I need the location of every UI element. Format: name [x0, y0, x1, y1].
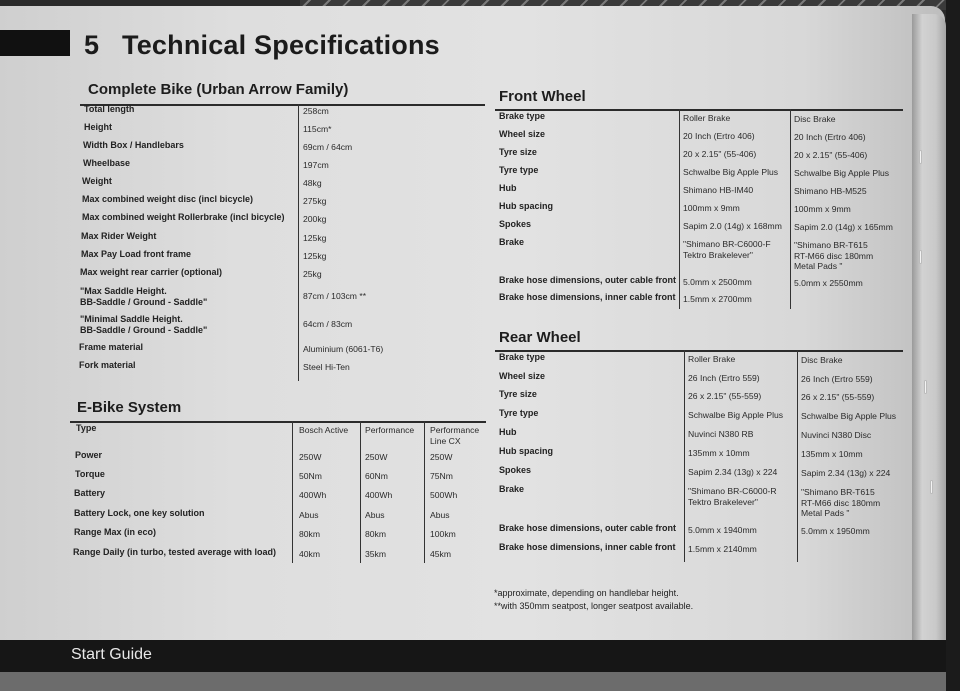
spec-label: Brake type: [499, 111, 546, 121]
spec-value: 115cm*: [303, 124, 332, 134]
spec-value: Shimano HB-M525: [794, 186, 867, 196]
spec-label: Brake type: [499, 352, 546, 362]
spec-value: 135mm x 10mm: [801, 449, 863, 459]
table-header: Performance: [365, 425, 415, 435]
spec-value: 100mm x 9mm: [683, 203, 740, 213]
spec-label: Wheel size: [499, 371, 546, 381]
spec-value: 100km: [430, 529, 456, 539]
spec-value: "Shimano BR-T615 RT-M66 disc 180mm Metal Pads ": [801, 487, 881, 518]
spec-value: 20 x 2.15" (55-406): [683, 149, 757, 159]
spec-value: 80km: [299, 529, 321, 539]
table-surface: [0, 672, 946, 691]
front_wheel-title: Front Wheel: [499, 88, 586, 105]
binding-ring: [924, 380, 927, 394]
spec-value: 25kg: [303, 269, 322, 279]
spec-value: 250W: [299, 452, 322, 462]
spec-label: Max weight rear carrier (optional): [80, 267, 223, 277]
spec-value: Sapim 2.34 (13g) x 224: [688, 467, 778, 477]
spec-label: Tyre type: [499, 165, 539, 175]
spec-value: Schwalbe Big Apple Plus: [794, 168, 890, 178]
spec-value: 64cm / 83cm: [303, 319, 353, 329]
spec-label: Max Rider Weight: [81, 231, 157, 241]
column-divider: [679, 109, 680, 309]
spec-value: 20 Inch (Ertro 406): [794, 132, 866, 142]
spec-label: Weight: [82, 176, 112, 186]
ebike-title: E-Bike System: [77, 399, 182, 416]
spec-label: Hub spacing: [499, 201, 554, 211]
spec-value: 48kg: [303, 178, 322, 188]
spec-value: Abus: [365, 510, 385, 520]
spec-label: Height: [84, 122, 112, 132]
spec-label: Spokes: [499, 465, 532, 475]
footnote: **with 350mm seatpost, longer seatpost available.: [494, 601, 694, 611]
column-divider: [292, 421, 293, 563]
column-divider: [684, 350, 685, 562]
spec-value: 26 Inch (Ertro 559): [688, 373, 760, 383]
column-divider: [298, 104, 299, 381]
page-title: Technical Specifications: [122, 30, 440, 60]
spec-value: 197cm: [303, 160, 329, 170]
spec-value: 125kg: [303, 251, 327, 261]
spec-label: Brake hose dimensions, outer cable front: [499, 523, 677, 533]
spec-value: 69cm / 64cm: [303, 142, 353, 152]
spec-value: Schwalbe Big Apple Plus: [683, 167, 779, 177]
spec-label: Hub: [499, 183, 517, 193]
complete-bike-title: Complete Bike (Urban Arrow Family): [88, 81, 349, 98]
footer-title: Start Guide: [71, 646, 152, 663]
spec-label: Brake hose dimensions, inner cable front: [499, 292, 676, 302]
spec-value: 200kg: [303, 214, 327, 224]
spec-value: Roller Brake: [688, 354, 736, 364]
spec-label: Brake hose dimensions, inner cable front: [499, 542, 676, 552]
spec-label: Spokes: [499, 219, 532, 229]
spec-value: Aluminium (6061-T6): [303, 344, 384, 354]
spec-label: Brake hose dimensions, outer cable front: [499, 275, 677, 285]
spec-label: "Max Saddle Height. BB-Saddle / Ground - Saddle": [80, 286, 208, 307]
spec-label: Max Pay Load front frame: [81, 249, 192, 259]
spec-value: Nuvinci N380 Disc: [801, 430, 872, 440]
spec-value: Roller Brake: [683, 113, 731, 123]
spec-value: 45km: [430, 549, 452, 559]
section-number: 5: [84, 30, 100, 60]
spec-label: Tyre type: [499, 408, 539, 418]
spec-value: 50Nm: [299, 471, 322, 481]
spec-label: Max combined weight disc (incl bicycle): [82, 194, 254, 204]
spec-value: 135mm x 10mm: [688, 448, 750, 458]
spec-value: 5.0mm x 1940mm: [688, 525, 757, 535]
spec-value: Abus: [299, 510, 319, 520]
spec-value: 20 x 2.15" (55-406): [794, 150, 868, 160]
spec-label: Range Daily (in turbo, tested average with load): [73, 547, 277, 557]
spec-value: Shimano HB-IM40: [683, 185, 754, 195]
spec-label: "Minimal Saddle Height. BB-Saddle / Ground - Saddle": [80, 314, 208, 335]
spec-value: 75Nm: [430, 471, 453, 481]
spec-value: Disc Brake: [794, 114, 836, 124]
spec-label: Torque: [75, 469, 105, 479]
spec-value: "Shimano BR-C6000-F Tektro Brakelever": [683, 239, 771, 260]
spec-label: Battery Lock, one key solution: [74, 508, 205, 518]
spec-value: 5.0mm x 1950mm: [801, 526, 870, 536]
spec-label: Wheel size: [499, 129, 546, 139]
spec-value: 5.0mm x 2550mm: [794, 278, 863, 288]
table-header-label: Type: [76, 423, 97, 433]
column-divider: [424, 421, 425, 563]
spec-value: 26 x 2.15" (55-559): [801, 392, 875, 402]
spec-value: 40km: [299, 549, 321, 559]
spec-label: Tyre size: [499, 389, 537, 399]
spec-label: Tyre size: [499, 147, 537, 157]
spec-value: 250W: [365, 452, 388, 462]
spec-value: Schwalbe Big Apple Plus: [688, 410, 784, 420]
spec-value: 400Wh: [365, 490, 393, 500]
spec-value: 60Nm: [365, 471, 388, 481]
spec-value: Disc Brake: [801, 355, 843, 365]
spec-value: 35km: [365, 549, 387, 559]
spec-value: Steel Hi-Ten: [303, 362, 350, 372]
spec-value: 125kg: [303, 233, 327, 243]
spec-label: Brake: [499, 237, 525, 247]
table-header: Performance Line CX: [430, 425, 480, 446]
spec-value: 100mm x 9mm: [794, 204, 851, 214]
spec-value: 400Wh: [299, 490, 327, 500]
spec-label: Power: [75, 450, 103, 460]
spec-value: 500Wh: [430, 490, 458, 500]
spec-value: Sapim 2.0 (14g) x 165mm: [794, 222, 893, 232]
spec-label: Battery: [74, 488, 106, 498]
spec-label: Width Box / Handlebars: [83, 140, 184, 150]
heading-marker: [0, 30, 70, 56]
spec-value: 26 x 2.15" (55-559): [688, 391, 762, 401]
column-divider: [360, 421, 361, 563]
spec-value: 5.0mm x 2500mm: [683, 277, 752, 287]
binding-ring: [919, 150, 922, 164]
spec-value: Nuvinci N380 RB: [688, 429, 754, 439]
spec-label: Total length: [84, 104, 135, 114]
spec-value: Sapim 2.0 (14g) x 168mm: [683, 221, 782, 231]
spec-value: 1.5mm x 2700mm: [683, 294, 752, 304]
spec-value: 80km: [365, 529, 387, 539]
spec-label: Brake: [499, 484, 525, 494]
spec-label: Fork material: [79, 360, 136, 370]
binding-ring: [930, 480, 933, 494]
footnote: *approximate, depending on handlebar height.: [494, 588, 679, 598]
spec-value: Schwalbe Big Apple Plus: [801, 411, 897, 421]
background-edge: [946, 0, 960, 691]
section-rule: [80, 104, 485, 106]
spec-value: Abus: [430, 510, 450, 520]
spec-label: Hub: [499, 427, 517, 437]
spec-value: 87cm / 103cm **: [303, 291, 367, 301]
rear_wheel-title: Rear Wheel: [499, 329, 581, 346]
spec-value: "Shimano BR-C6000-R Tektro Brakelever": [688, 486, 777, 507]
spec-label: Range Max (in eco): [74, 527, 157, 537]
spec-label: Hub spacing: [499, 446, 554, 456]
spec-value: 20 Inch (Ertro 406): [683, 131, 755, 141]
spec-value: 250W: [430, 452, 453, 462]
spec-value: 26 Inch (Ertro 559): [801, 374, 873, 384]
spec-value: 258cm: [303, 106, 329, 116]
spec-value: "Shimano BR-T615 RT-M66 disc 180mm Metal Pads ": [794, 240, 874, 271]
spec-label: Max combined weight Rollerbrake (incl bicycle): [82, 212, 285, 222]
page-fold: [912, 14, 946, 691]
binding-ring: [919, 250, 922, 264]
column-divider: [790, 109, 791, 309]
spec-label: Frame material: [79, 342, 144, 352]
spec-value: Sapim 2.34 (13g) x 224: [801, 468, 891, 478]
column-divider: [797, 350, 798, 562]
table-header: Bosch Active: [299, 425, 349, 435]
spec-value: 1.5mm x 2140mm: [688, 544, 757, 554]
section-rule: [495, 109, 903, 111]
spec-label: Wheelbase: [83, 158, 131, 168]
spec-value: 275kg: [303, 196, 327, 206]
section-rule: [495, 350, 903, 352]
